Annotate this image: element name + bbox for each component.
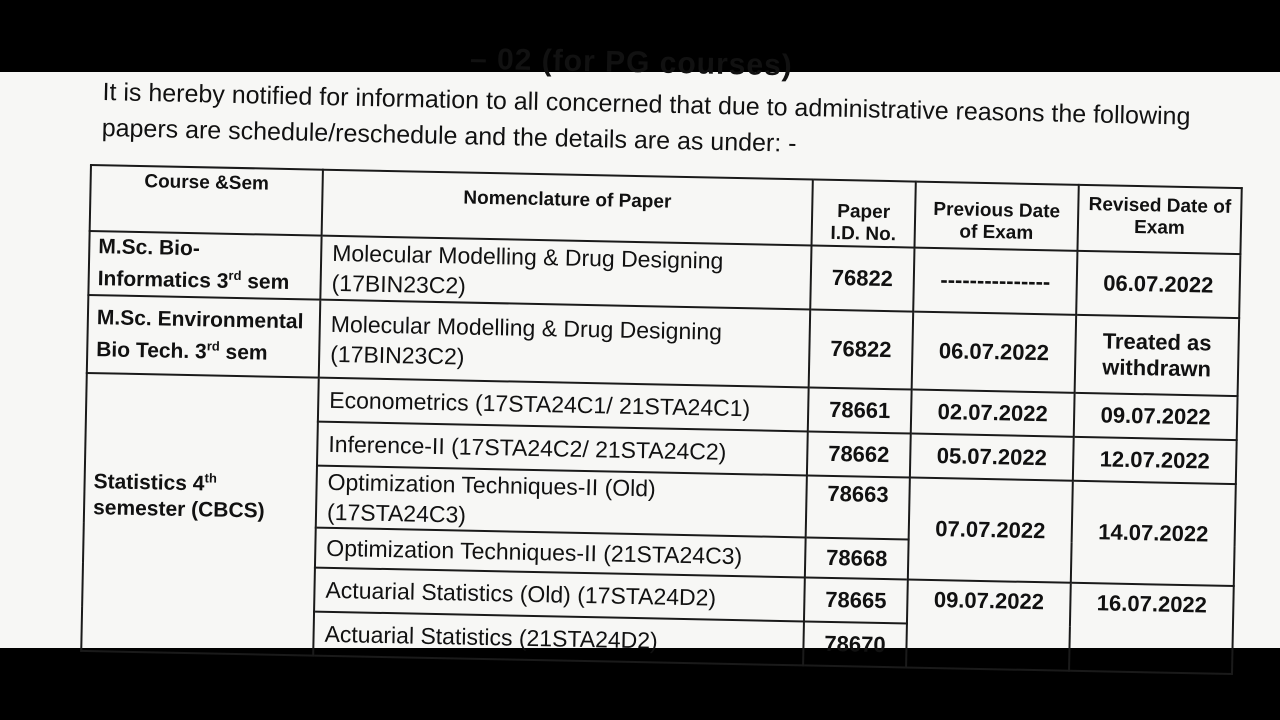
course-sem: semester (CBCS) bbox=[92, 496, 265, 523]
schedule-table bbox=[80, 164, 1243, 675]
course-name: Statistics 4 bbox=[93, 470, 205, 496]
paper-name-cell: Actuarial Statistics (21STA24D2) bbox=[313, 612, 804, 666]
paper-id-cell: 78668 bbox=[805, 537, 909, 579]
paper-id-cell: 76822 bbox=[810, 245, 914, 311]
header-paper-id: Paper I.D. No. bbox=[812, 180, 916, 248]
paper-name-cell: Optimization Techniques-II (21STA24C3) bbox=[315, 528, 806, 578]
paper-name-cell: Optimization Techniques-II (Old) (17STA24C3) bbox=[316, 466, 807, 538]
schedule-table-wrapper bbox=[80, 164, 1243, 675]
paper-id-cell: 78663 bbox=[806, 475, 910, 539]
paper-name-cell: Inference-II (17STA24C2/ 21STA24C2) bbox=[317, 422, 808, 476]
course-cell bbox=[88, 231, 321, 300]
course-sem: sem bbox=[219, 340, 268, 365]
paper-id-cell: 76822 bbox=[809, 309, 914, 389]
paper-id-cell: 78662 bbox=[807, 431, 911, 477]
ordinal-suffix: rd bbox=[228, 267, 242, 284]
paper-id-cell: 78661 bbox=[808, 387, 912, 433]
notice-heading-fragment: – 02 (for PG courses) bbox=[469, 42, 794, 83]
revised-date-cell: 14.07.2022 bbox=[1071, 481, 1236, 586]
previous-date-cell: --------------- bbox=[913, 248, 1077, 315]
course-sem: sem bbox=[241, 270, 290, 295]
course-cell bbox=[81, 373, 319, 656]
notice-page bbox=[0, 42, 1280, 658]
paper-name-cell: Actuarial Statistics (Old) (17STA24D2) bbox=[314, 568, 805, 622]
header-previous-date: Previous Date of Exam bbox=[914, 182, 1078, 251]
revised-date-cell: 06.07.2022 bbox=[1076, 251, 1240, 318]
revised-date-cell: 09.07.2022 bbox=[1074, 393, 1238, 440]
paper-id-cell: 78670 bbox=[803, 621, 907, 667]
header-revised-date: Revised Date of Exam bbox=[1077, 185, 1241, 254]
previous-date-cell: 07.07.2022 bbox=[908, 478, 1073, 583]
revised-date-cell: 16.07.2022 bbox=[1069, 583, 1234, 674]
revised-date-cell: 12.07.2022 bbox=[1073, 437, 1237, 484]
header-course: Course &Sem bbox=[90, 165, 323, 236]
paper-name-cell: Molecular Modelling & Drug Designing (17BIN23C2) bbox=[319, 300, 810, 388]
header-paper: Nomenclature of Paper bbox=[322, 170, 813, 246]
paper-id-cell: 78665 bbox=[804, 577, 908, 623]
previous-date-cell: 02.07.2022 bbox=[911, 390, 1075, 437]
revised-date-cell: Treated as withdrawn bbox=[1075, 315, 1240, 396]
intro-paragraph: It is hereby notified for information to all concerned that due to administrative reasons the following papers are schedule/reschedule and the details are as under: - bbox=[101, 77, 1191, 158]
paper-name-cell: Molecular Modelling & Drug Designing (17BIN23C2) bbox=[320, 236, 811, 310]
previous-date-cell: 09.07.2022 bbox=[906, 579, 1071, 670]
course-name: M.Sc. Bio-Informatics 3 bbox=[97, 235, 229, 293]
ordinal-suffix: rd bbox=[206, 338, 220, 354]
ordinal-suffix: th bbox=[204, 470, 218, 486]
previous-date-cell: 05.07.2022 bbox=[910, 434, 1074, 481]
previous-date-cell: 06.07.2022 bbox=[912, 312, 1077, 393]
course-cell bbox=[87, 295, 321, 378]
course-name: M.Sc. Environmental Bio Tech. 3 bbox=[96, 306, 304, 364]
paper-name-cell: Econometrics (17STA24C1/ 21STA24C1) bbox=[318, 378, 809, 432]
